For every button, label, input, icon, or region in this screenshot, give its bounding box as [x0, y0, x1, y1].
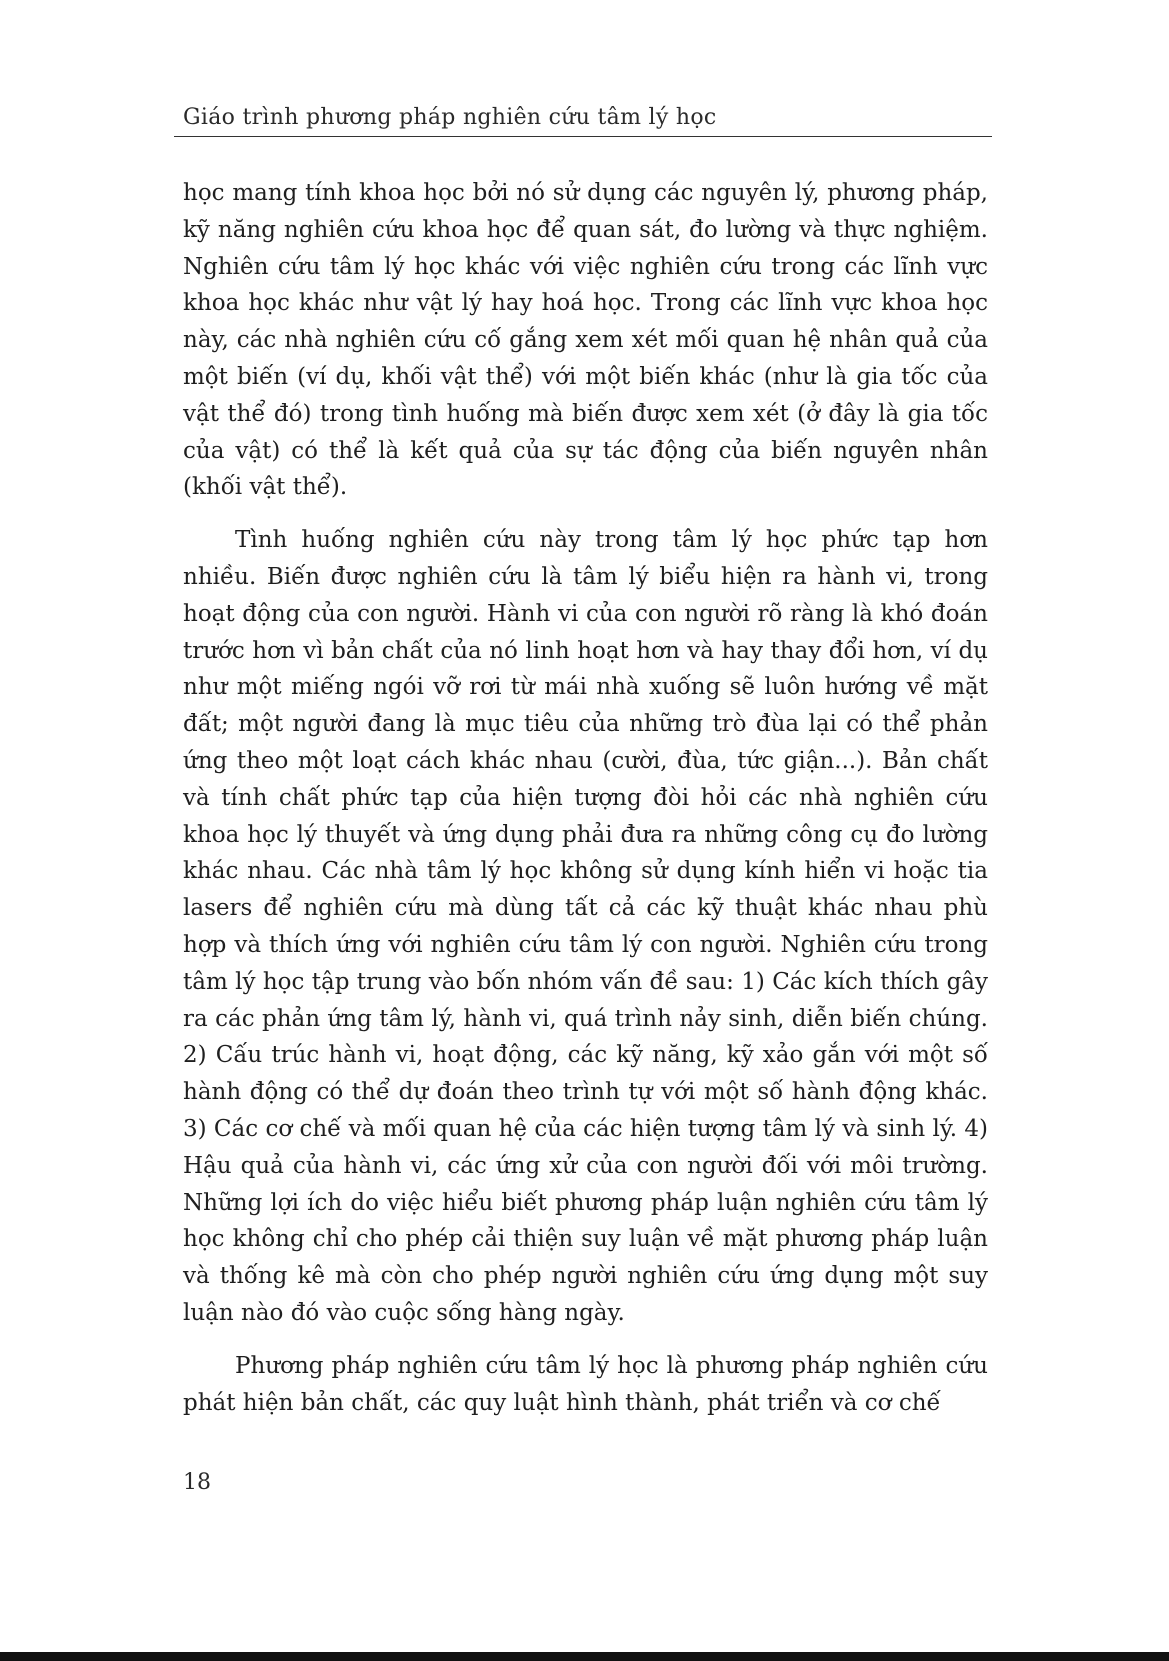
running-header: Giáo trình phương pháp nghiên cứu tâm lý học — [183, 105, 717, 130]
page-number: 18 — [183, 1470, 211, 1495]
paragraph-3: Phương pháp nghiên cứu tâm lý học là phương pháp nghiên cứu phát hiện bản chất, các quy luật hình thành, phát triển và cơ chế — [183, 1352, 988, 1416]
body-text — [183, 175, 988, 1437]
paragraph-1: học mang tính khoa học bởi nó sử dụng các nguyên lý, phương pháp, kỹ năng nghiên cứu khoa học để quan sát, đo lường và thực nghiệm. Nghiên cứu tâm lý học khác với việc nghiên cứu trong các lĩnh vực khoa học khác như vật lý hay hoá học. Trong các lĩnh vực khoa học này, các nhà nghiên cứu cố gắng xem xét mối quan hệ nhân quả của một biến (ví dụ, khối vật thể) với một biến khác (như là gia tốc của vật thể đó) trong tình huống mà biến được xem xét (ở đây là gia tốc của vật) có thể là kết quả của sự tác động của biến nguyên nhân (khối vật thể). — [183, 180, 988, 501]
paragraph-2: Tình huống nghiên cứu này trong tâm lý học phức tạp hơn nhiều. Biến được nghiên cứu là tâm lý biểu hiện ra hành vi, trong hoạt động của con người. Hành vi của con người rõ ràng là khó đoán trước hơn vì bản chất của nó linh hoạt hơn và hay thay đổi hơn, ví dụ như một miếng ngói vỡ rơi từ mái nhà xuống sẽ luôn hướng về mặt đất; một người đang là mục tiêu của những trò đùa lại có thể phản ứng theo một loạt cách khác nhau (cười, đùa, tức giận...). Bản chất và tính chất phức tạp của hiện tượng đòi hỏi các nhà nghiên cứu khoa học lý thuyết và ứng dụng phải đưa ra những công cụ đo lường khác nhau. Các nhà tâm lý học không sử dụng kính hiển vi hoặc tia lasers để nghiên cứu mà dùng tất cả các kỹ thuật khác nhau phù hợp và thích ứng với nghiên cứu tâm lý con người. Nghiên cứu trong tâm lý học tập trung vào bốn nhóm vấn đề sau: 1) Các kích thích gây ra các phản ứng tâm lý, hành vi, quá trình nảy sinh, diễn biến chúng. 2) Cấu trúc hành vi, hoạt động, các kỹ năng, kỹ xảo gắn với một số hành động có thể dự đoán theo trình tự với một số hành động khác. 3) Các cơ chế và mối quan hệ của các hiện tượng tâm lý và sinh lý. 4) Hậu quả của hành vi, các ứng xử của con người đối với môi trường. Những lợi ích do việc hiểu biết phương pháp luận nghiên cứu tâm lý học không chỉ cho phép cải thiện suy luận về mặt phương pháp luận và thống kê mà còn cho phép người nghiên cứu ứng dụng một suy luận nào đó vào cuộc sống hàng ngày. — [183, 527, 988, 1326]
header-rule — [174, 136, 992, 137]
scan-bottom-edge — [0, 1652, 1169, 1661]
